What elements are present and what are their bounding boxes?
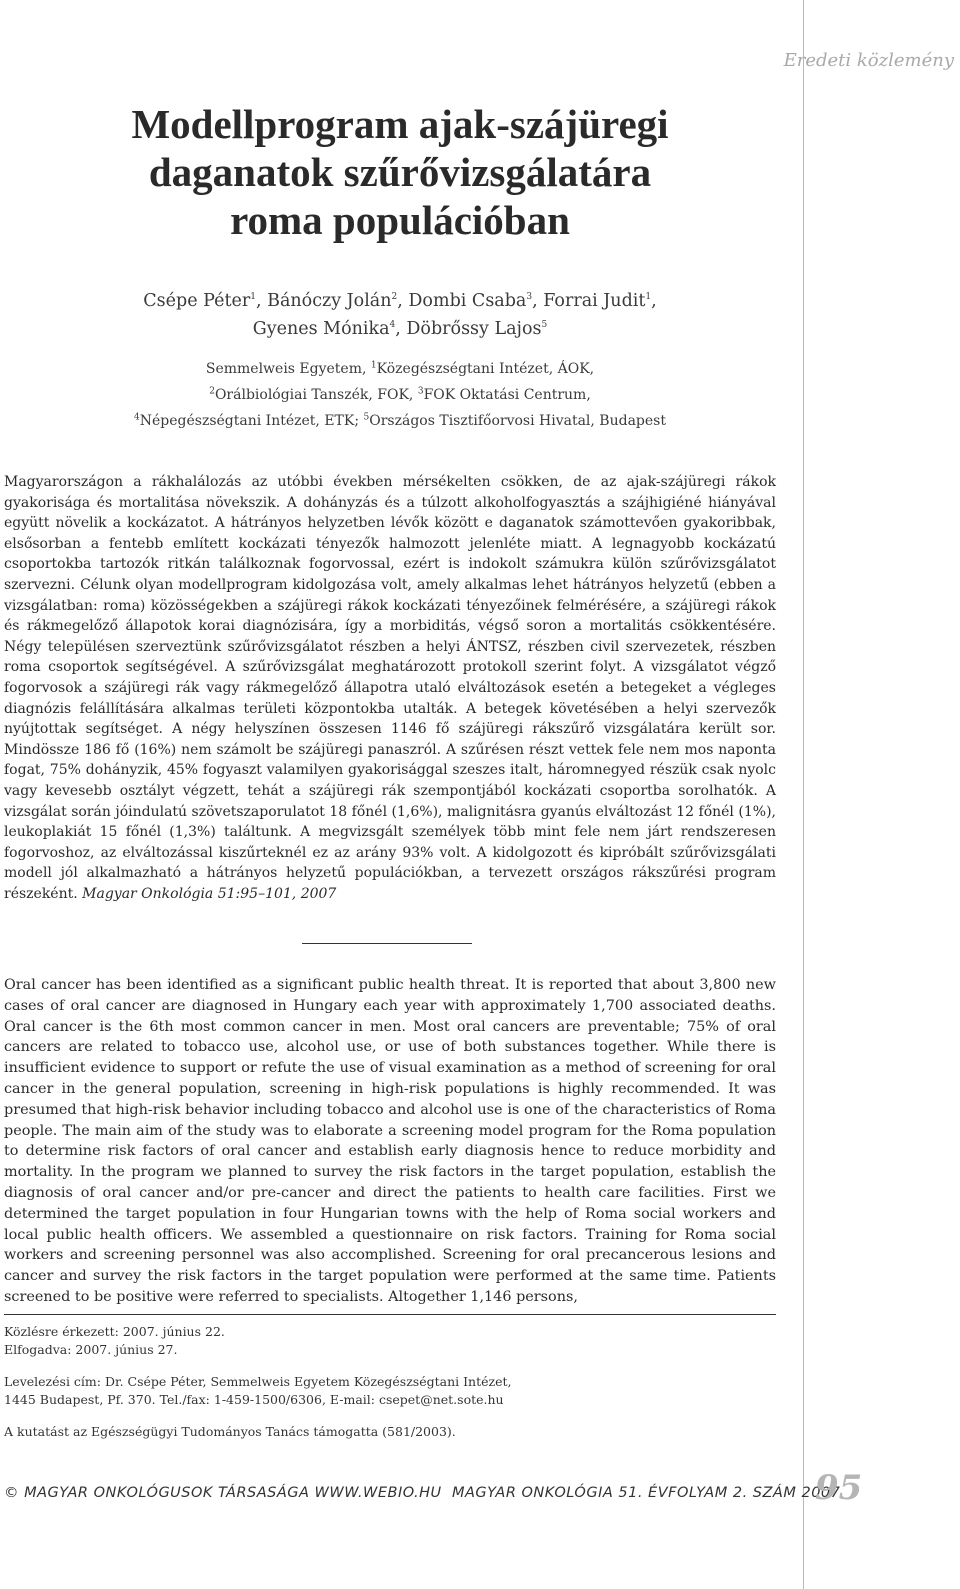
affiliation-superscript: 5 (363, 412, 370, 423)
accepted-date: Elfogadva: 2007. június 27. (4, 1342, 178, 1357)
correspondence-contact: 1445 Budapest, Pf. 370. Tel./fax: 1-459-1500/6306, E-mail: csepet@net.sote.hu (4, 1392, 504, 1407)
author-superscript: 4 (389, 320, 396, 331)
author: Döbrőssy Lajos (406, 319, 542, 339)
vertical-rule (803, 0, 804, 1589)
funding-note: A kutatást az Egészségügyi Tudományos Tanács támogatta (581/2003). (4, 1424, 456, 1439)
affiliation-text: Közegészségtani Intézet, ÁOK, (376, 361, 595, 377)
author-list (30, 287, 770, 343)
author: Bánóczy Jolán (267, 291, 392, 311)
affiliation-text: Orálbiológiai Tanszék, FOK, (214, 387, 414, 403)
abstract-hungarian-text: Magyarországon a rákhalálozás az utóbbi években mérsékelten csökken, de az ajak-szájüregi rákok gyakorisága és mortalitása növekszik. A dohányzás és a túlzott alkoholfogyasztás a szájhigiéné hiányával együtt növelik a kockázatot. A hátrányos helyzetben lévők között e daganatok számottevően gyakoribbak, elsősorban a fentebb említett kockázati tényezők halmozott jelenléte miatt. A legnagyobb kockázatú csoportokba tartozók ritkán találkoznak fogorvossal, ezért is indokolt számukra külön szűrővizsgálatot szervezni. Célunk olyan modellprogram kidolgozása volt, amely alkalmas lehet hátrányos helyzetű (ebben a vizsgálatban: roma) közösségekben a szájüregi rákok kockázati tényezőinek felmérésére, a szájüregi rákok és rákmegelőző állapotok korai diagnózisára, így a morbiditás, végső soron a mortalitás csökkentésére. Négy településen szerveztünk szűrővizsgálatot részben a helyi ÁNTSZ, részben civil szervezetek, részben roma csoportok segítségével. A szűrővizsgálat meghatározott protokoll szerint folyt. A vizsgálatot végző fogorvosok a szájüregi rák vagy rákmegelőző állapotra utaló elváltozások esetén a betegeket a végleges diagnózis felállítására alkalmas területi központokba utalták. A betegek követésében a helyi szervezők nyújtottak segítséget. A négy helyszínen összesen 1146 fő szájüregi rákszűrő vizsgálatára került sor. Mindössze 186 fő (16%) nem számolt be szájüregi panaszról. A szűrésen részt vettek fele nem mos naponta fogat, 75% dohányzik, 45% fogyaszt valamilyen gyakorisággal szeszes italt, háromnegyed részük csak nyolc vagy kevesebb osztályt végzett, tehát a szájüregi rák szempontjából kockázati csoportba sorolhatók. A vizsgálat során jóindulatú szövetszaporulatot 18 főnél (1,6%), malignitásra gyanús elváltozást 12 főnél (1%), leukoplakiát 15 főnél (1,3%) találtunk. A megvizsgált személyek több mint fele nem járt rendszeresen fogorvoshoz, az elváltozással kiszűrteknél ez az arány 93% volt. A kidolgozott és kipróbált szűrővizsgálati modell jól alkalmazható a hátrányos helyzetű populációkban, a tervezett országos rákszűrési program részeként. (4, 474, 776, 902)
author-superscript: 2 (391, 292, 398, 303)
author-superscript: 1 (645, 292, 652, 303)
affiliation-text: FOK Oktatási Centrum, (423, 387, 591, 403)
abstract-separator (302, 943, 472, 944)
affiliation-superscript: 1 (370, 360, 377, 371)
received-date: Közlésre érkezett: 2007. június 22. (4, 1324, 225, 1339)
abstract-hungarian (4, 472, 776, 904)
affiliation-superscript: 4 (134, 412, 140, 423)
footnotes (4, 1323, 776, 1441)
abstract-english: Oral cancer has been identified as a significant public health threat. It is reported that about 3,800 new cases of oral cancer are diagnosed in Hungary each year with approximately 1,700 associated deaths. Oral cancer is the 6th most common cancer in men. Most oral cancers are preventable; 75% of oral cancers are related to tobacco use, alcohol use, or use of both substances together. While there is insufficient evidence to support or refute the use of visual examination as a method of screening for oral cancer in the general population, screening in high-risk populations is highly recommended. It was presumed that high-risk behavior including tobacco and alcohol use is one of the characteristics of Roma people. The main aim of the study was to elaborate a screening model program for the Roma population to determine risk factors of oral cancer and establish early diagnosis hence to reduce morbidity and mortality. In the program we planned to survey the risk factors in the target population, establish the diagnosis of oral cancer and/or pre-cancer and direct the patients to health care facilities. First we determined the target population in four Hungarian towns with the help of Roma social workers and local public health officers. We assembled a questionnaire on risk factors. Training for Roma social workers and screening personnel was also accomplished. Screening for oral precancerous lesions and cancer and survey the risk factors in the target population were performed at the same time. Patients screened to be positive were referred to specialists. Altogether 1,146 persons, (4, 977, 776, 1305)
abstract-citation: Magyar Onkológia 51:95–101, 2007 (82, 885, 337, 902)
affiliation-line (30, 356, 770, 382)
author-superscript: 5 (541, 320, 548, 331)
author-line: Gyenes Mónika$^4$, Döbrőssy Lajos$^5$ (252, 319, 548, 339)
affiliation-superscript: 3 (417, 386, 424, 397)
affiliation-line (30, 408, 770, 434)
affiliation-line (30, 382, 770, 408)
title-line: daganatok szűrővizsgálatára (148, 149, 652, 195)
author: Gyenes Mónika (252, 319, 390, 339)
affiliation-text: Népegészségtani Intézet, ETK; (139, 413, 360, 429)
footnote-rule (4, 1314, 776, 1315)
author-line: Csépe Péter$^1$, Bánóczy Jolán$^2$, Dombi Csaba$^3$, Forrai Judit$^1$, (143, 291, 657, 311)
affiliations (30, 356, 770, 434)
affiliation-text: Semmelweis Egyetem, (205, 361, 367, 377)
page-number: 95 (815, 1468, 863, 1508)
footer-publisher: © MAGYAR ONKOLÓGUSOK TÁRSASÁGA WWW.WEBIO.HU (4, 1485, 442, 1501)
affiliation-text: Országos Tisztifőorvosi Hivatal, Budapest (369, 413, 666, 429)
affiliation-superscript: 2 (209, 386, 215, 397)
title-line: roma populációban (230, 197, 570, 243)
footer-journal: MAGYAR ONKOLÓGIA 51. ÉVFOLYAM 2. SZÁM 2007 (452, 1485, 841, 1501)
correspondence-address: Levelezési cím: Dr. Csépe Péter, Semmelweis Egyetem Közegészségtani Intézet, (4, 1374, 512, 1389)
author: Csépe Péter (143, 291, 251, 311)
article-title (30, 100, 770, 244)
author-superscript: 1 (250, 292, 256, 303)
section-label: Eredeti közlemény (783, 50, 954, 71)
author-superscript: 3 (526, 292, 533, 303)
author: Forrai Judit (543, 291, 646, 311)
author: Dombi Csaba (408, 291, 527, 311)
title-line: Modellprogram ajak-szájüregi (131, 101, 669, 147)
